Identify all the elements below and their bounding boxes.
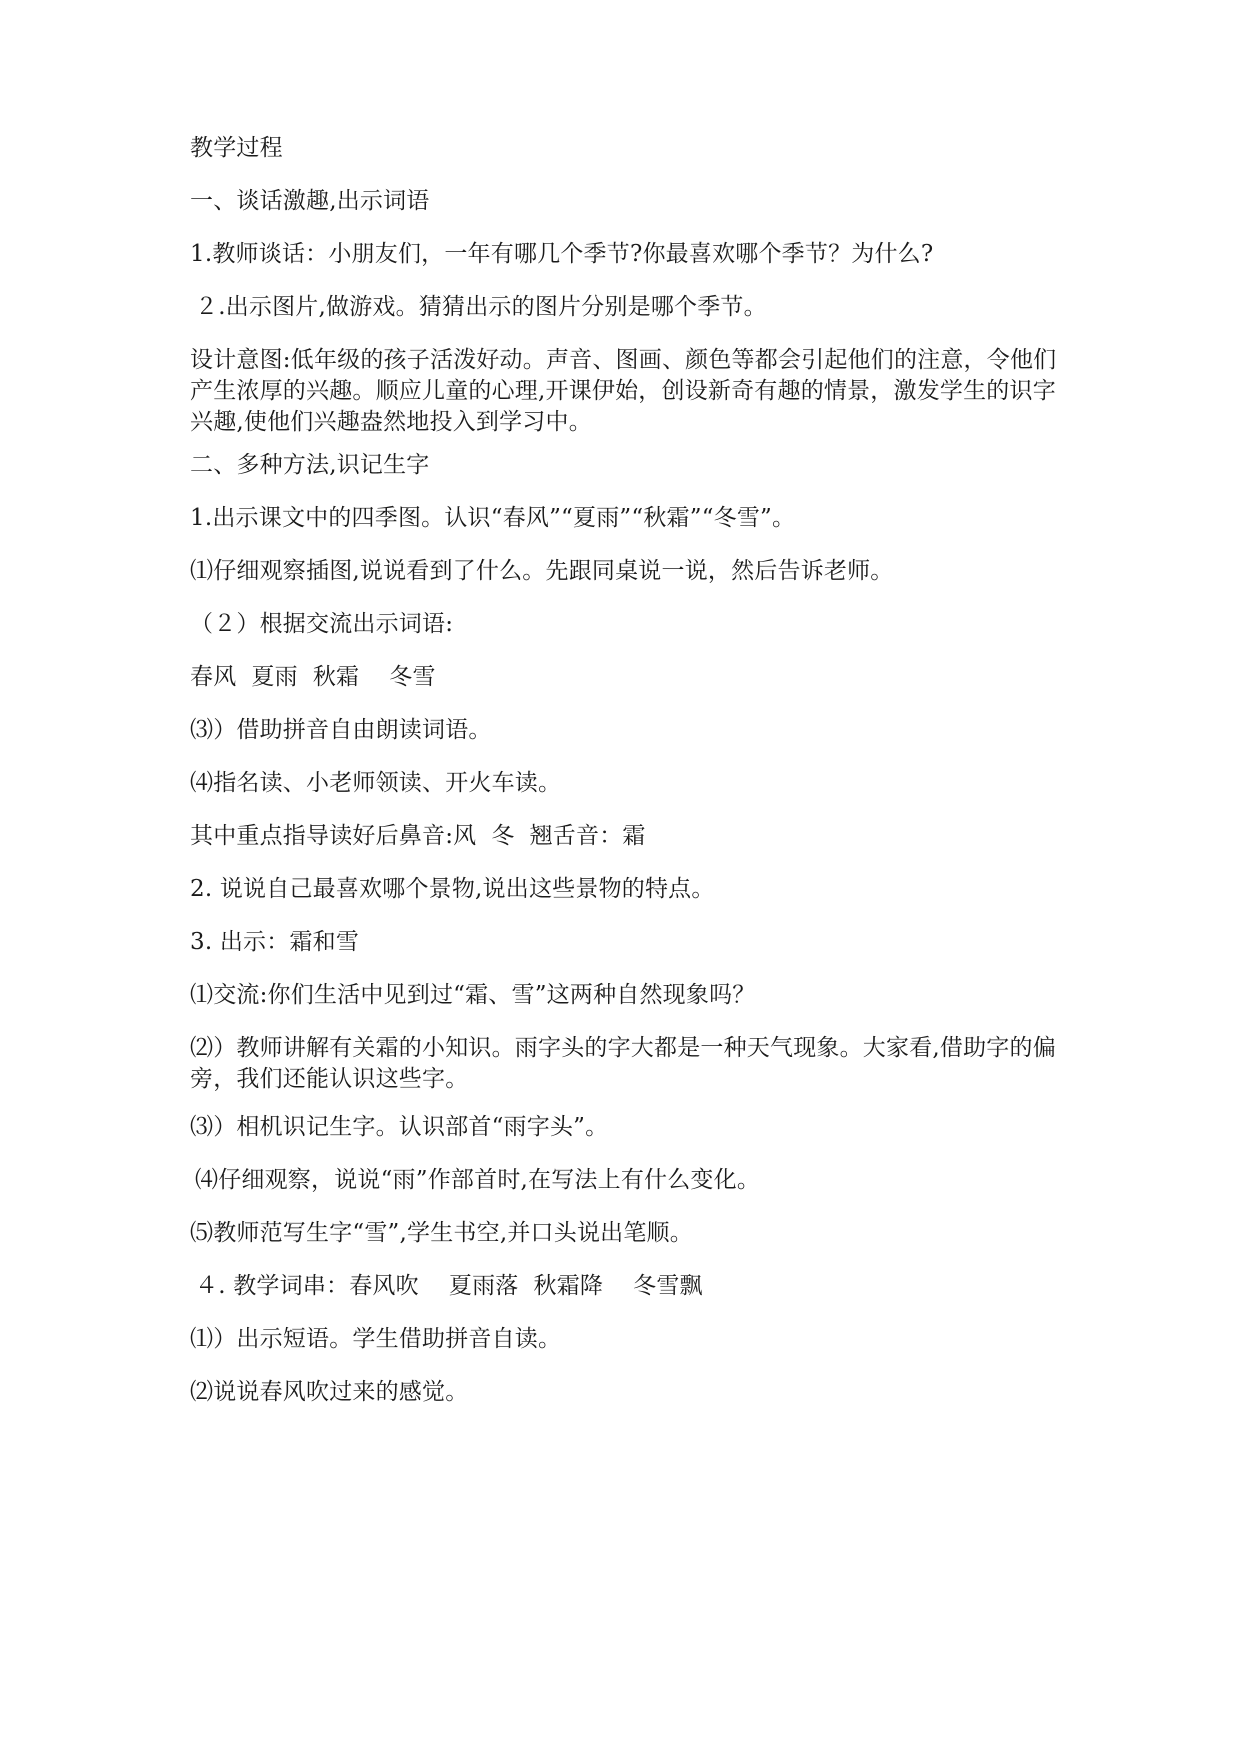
paragraph: （２）根据交流出示词语: (190, 611, 454, 637)
design-intent-paragraph: 设计意图:低年级的孩子活泼好动。声音、图画、颜色等都会引起他们的注意，令他们产生浓厚的兴趣。顺应儿童的心理,开课伊始，创设新奇有趣的情景，激发学生的识字兴趣,使他们兴趣盎然地投入到学习中。 (190, 347, 1057, 435)
paragraph: 1.教师谈话：小朋友们，一年有哪几个季节?你最喜欢哪个季节？为什么? (190, 241, 934, 267)
paragraph: ⑷指名读、小老师领读、开火车读。 (190, 770, 562, 796)
paragraph: ⑸教师范写生字“雪”,学生书空,并口头说出笔顺。 (190, 1220, 693, 1246)
paragraph: ⑷仔细观察，说说“雨”作部首时,在写法上有什么变化。 (195, 1167, 761, 1193)
paragraph: ⑴）出示短语。学生借助拼音自读。 (190, 1326, 562, 1352)
section-heading-1: 一、谈话激趣,出示词语 (190, 188, 430, 214)
paragraph: ⑵）教师讲解有关霜的小知识。雨字头的字大都是一种天气现象。大家看,借助字的偏旁，我们还能认识这些字。 (190, 1035, 1056, 1092)
section-heading-teaching-process: 教学过程 (190, 135, 283, 161)
paragraph: 2. 说说自己最喜欢哪个景物,说出这些景物的特点。 (190, 876, 715, 902)
paragraph: ⑶）相机识记生字。认识部首“雨字头”。 (190, 1114, 609, 1140)
paragraph: ⑶）借助拼音自由朗读词语。 (190, 717, 492, 743)
paragraph: ⑴仔细观察插图,说说看到了什么。先跟同桌说一说，然后告诉老师。 (190, 558, 894, 584)
section-heading-2: 二、多种方法,识记生字 (190, 452, 430, 478)
paragraph: ４. 教学词串：春风吹 夏雨落 秋霜降 冬雪飘 (195, 1273, 703, 1299)
paragraph: ２.出示图片,做游戏。猜猜出示的图片分别是哪个季节。 (195, 294, 767, 320)
paragraph: 1.出示课文中的四季图。认识“春风”“夏雨”“秋霜”“冬雪”。 (190, 505, 796, 531)
paragraph: 3. 出示：霜和雪 (190, 929, 360, 955)
word-list: 春风 夏雨 秋霜 冬雪 (190, 664, 436, 690)
paragraph: 其中重点指导读好后鼻音:风 冬 翘舌音：霜 (190, 823, 646, 849)
paragraph: ⑴交流:你们生活中见到过“霜、雪”这两种自然现象吗？ (190, 982, 756, 1008)
paragraph: ⑵说说春风吹过来的感觉。 (190, 1379, 469, 1405)
